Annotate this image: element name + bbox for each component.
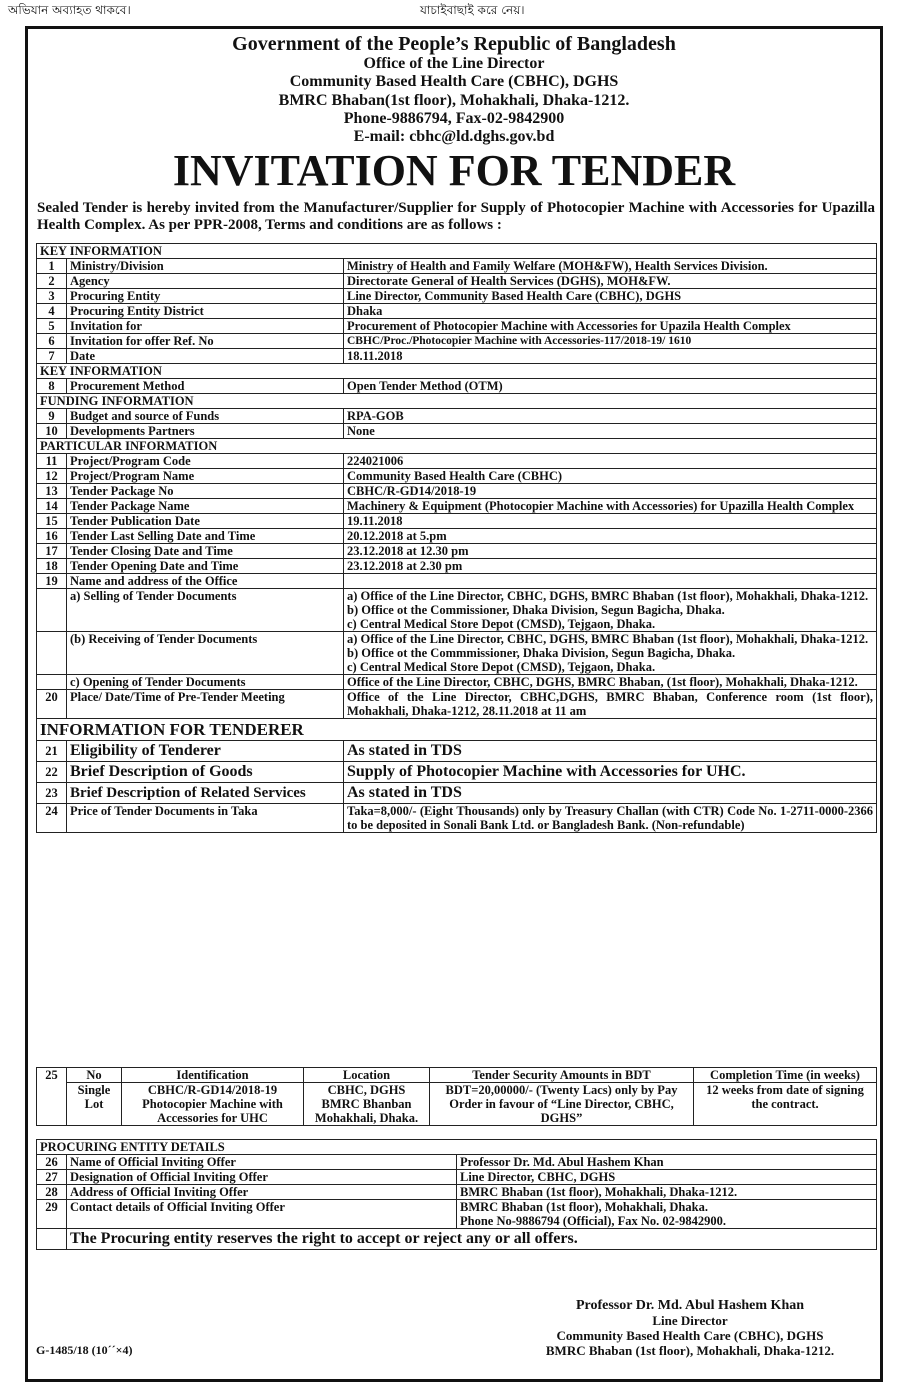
top-strip-left-text: অভিযান অব্যাহত থাকবে। — [8, 3, 131, 17]
table-row — [37, 1170, 877, 1185]
row-number: 4 — [37, 304, 67, 319]
row-value: 19.11.2018 — [344, 514, 877, 529]
signatory-address: BMRC Bhaban (1st floor), Mohakhali, Dhaka-1212. — [545, 1343, 835, 1358]
row-label: Eligibility of Tenderer — [67, 741, 344, 762]
address-line: a) Office of the Line Director, CBHC, DGHS, BMRC Bhaban (1st floor), Mohakhali, Dhaka-1212. — [347, 589, 869, 603]
table-row — [37, 783, 877, 804]
row-label: a) Selling of Tender Documents — [67, 589, 344, 632]
row-number: 15 — [37, 514, 67, 529]
address-line: b) Office ot the Commmissioner, Dhaka Division, Segun Bagicha, Dhaka. — [347, 646, 736, 660]
table-row — [37, 379, 877, 394]
address-line: c) Central Medical Store Depot (CMSD), Tejgaon, Dhaka. — [347, 617, 656, 631]
row-number: 1 — [37, 259, 67, 274]
row-number: 8 — [37, 379, 67, 394]
row-label: Price of Tender Documents in Taka — [67, 804, 344, 833]
row-number: 17 — [37, 544, 67, 559]
section-row — [37, 1140, 877, 1155]
row-value: Line Director, Community Based Health Care (CBHC), DGHS — [344, 289, 877, 304]
row-value: CBHC/R-GD14/2018-19 — [344, 484, 877, 499]
row-label: Invitation for offer Ref. No — [67, 334, 344, 349]
table-row — [37, 1229, 877, 1250]
row-number: 21 — [37, 741, 67, 762]
row-value: Procurement of Photocopier Machine with Accessories for Upazila Health Complex — [344, 319, 877, 334]
row-label: Procuring Entity District — [67, 304, 344, 319]
lot-header-security: Tender Security Amounts in BDT — [430, 1068, 694, 1083]
table-row — [37, 690, 877, 719]
row-label: Tender Opening Date and Time — [67, 559, 344, 574]
table-row — [37, 1185, 877, 1200]
lot-value-row — [37, 1083, 877, 1126]
row-label: Tender Closing Date and Time — [67, 544, 344, 559]
table-row — [37, 304, 877, 319]
table-row — [37, 559, 877, 574]
row-number: 28 — [37, 1185, 67, 1200]
row-value: 20.12.2018 at 5.pm — [344, 529, 877, 544]
row-number: 22 — [37, 762, 67, 783]
row-label: Invitation for — [67, 319, 344, 334]
intro-paragraph: Sealed Tender is hereby invited from the Manufacturer/Supplier for Supply of Photocopier Machine with Accessories for Upazilla Health Complex. As per PPR-2008, Terms and conditions are as follows : — [37, 200, 875, 233]
row-value: Community Based Health Care (CBHC) — [344, 469, 877, 484]
table-row — [37, 409, 877, 424]
signature-block — [520, 1298, 860, 1358]
table-row — [37, 259, 877, 274]
row-label: Procuring Entity — [67, 289, 344, 304]
row-value: Office of the Line Director, CBHC,DGHS, BMRC Bhaban, Conference room (1st floor), Mohakhali, Dhaka-1212, 28.11.2018 at 11 am — [344, 690, 877, 719]
row-number: 9 — [37, 409, 67, 424]
row-number: 19 — [37, 574, 67, 589]
row-number: 6 — [37, 334, 67, 349]
table-row — [37, 544, 877, 559]
section-particular-information: PARTICULAR INFORMATION — [37, 439, 877, 454]
row-label: Ministry/Division — [67, 259, 344, 274]
table-row — [37, 334, 877, 349]
row-value: 23.12.2018 at 2.30 pm — [344, 559, 877, 574]
table-row — [37, 484, 877, 499]
table-row — [37, 529, 877, 544]
section-row — [37, 439, 877, 454]
address-line: b) Office ot the Commissioner, Dhaka Division, Segun Bagicha, Dhaka. — [347, 603, 725, 617]
section-funding-information: FUNDING INFORMATION — [37, 394, 877, 409]
reserve-right-statement: The Procuring entity reserves the right to accept or reject any or all offers. — [67, 1229, 877, 1250]
header-government: Government of the People’s Republic of Bangladesh — [232, 33, 676, 55]
top-strip — [0, 0, 897, 22]
row-number: 26 — [37, 1155, 67, 1170]
row-number: 13 — [37, 484, 67, 499]
section-row — [37, 394, 877, 409]
row-label: Designation of Official Inviting Offer — [67, 1170, 457, 1185]
row-label: Agency — [67, 274, 344, 289]
row-value: Machinery & Equipment (Photocopier Machine with Accessories) for Upazilla Health Complex — [344, 499, 877, 514]
row-value: BMRC Bhaban (1st floor), Mohakhali, Dhaka-1212. — [457, 1185, 877, 1200]
signatory-name: Professor Dr. Md. Abul Hashem Khan — [575, 1298, 805, 1313]
lot-security: BDT=20,00000/- (Twenty Lacs) only by Pay Order in favour of “Line Director, CBHC, DGHS” — [430, 1083, 694, 1126]
table-row — [37, 632, 877, 675]
table-row — [37, 741, 877, 762]
table-row — [37, 499, 877, 514]
row-label: Developments Partners — [67, 424, 344, 439]
section-key-information-2: KEY INFORMATION — [37, 364, 877, 379]
contact-line: BMRC Bhaban (1st floor), Mohakhali, Dhaka. — [460, 1200, 708, 1214]
section-row — [37, 719, 877, 741]
table-row — [37, 589, 877, 632]
row-label: Project/Program Code — [67, 454, 344, 469]
row-value: Dhaka — [344, 304, 877, 319]
row-value-empty — [344, 574, 877, 589]
row-value: Supply of Photocopier Machine with Accessories for UHC. — [344, 762, 877, 783]
row-number-empty — [37, 632, 67, 675]
row-value: As stated in TDS — [344, 783, 877, 804]
row-number: 18 — [37, 559, 67, 574]
lot-no: Single Lot — [67, 1083, 122, 1126]
table-row — [37, 1155, 877, 1170]
row-label: Tender Package No — [67, 484, 344, 499]
signatory-org: Community Based Health Care (CBHC), DGHS — [556, 1328, 824, 1343]
row-value: As stated in TDS — [344, 741, 877, 762]
row-number: 24 — [37, 804, 67, 833]
row-value: Professor Dr. Md. Abul Hashem Khan — [457, 1155, 877, 1170]
row-value: Office of the Line Director, CBHC, DGHS, BMRC Bhaban, (1st floor), Mohakhali, Dhaka-1212. — [344, 675, 877, 690]
header-phone: Phone-9886794, Fax-02-9842900 — [343, 110, 565, 127]
row-label: Place/ Date/Time of Pre-Tender Meeting — [67, 690, 344, 719]
address-line: a) Office of the Line Director, CBHC, DGHS, BMRC Bhaban (1st floor), Mohakhali, Dhaka-1212. — [347, 632, 869, 646]
row-value: CBHC/Proc./Photocopier Machine with Accessories-117/2018-19/ 1610 — [344, 334, 877, 349]
table-row — [37, 349, 877, 364]
table-row — [37, 289, 877, 304]
header-cbhc: Community Based Health Care (CBHC), DGHS — [289, 73, 619, 90]
lot-header-no: No — [67, 1068, 122, 1083]
row-label: Tender Package Name — [67, 499, 344, 514]
row-value: 23.12.2018 at 12.30 pm — [344, 544, 877, 559]
address-line: c) Central Medical Store Depot (CMSD), Tejgaon, Dhaka. — [347, 660, 656, 674]
header-email: E-mail: cbhc@ld.dghs.gov.bd — [353, 128, 555, 145]
table-row — [37, 469, 877, 484]
row-number: 7 — [37, 349, 67, 364]
lot-header-location: Location — [304, 1068, 430, 1083]
row-value: Ministry of Health and Family Welfare (MOH&FW), Health Services Division. — [344, 259, 877, 274]
lot-identification: CBHC/R-GD14/2018-19 Photocopier Machine with Accessories for UHC — [122, 1083, 304, 1126]
row-number: 29 — [37, 1200, 67, 1229]
row-number-empty — [37, 675, 67, 690]
section-key-information: KEY INFORMATION — [37, 244, 877, 259]
table-row — [37, 762, 877, 783]
signatory-title: Line Director — [652, 1313, 728, 1328]
top-strip-right-text: যাচাইবাছাই করে নেয়। — [420, 3, 525, 17]
row-number: 2 — [37, 274, 67, 289]
lot-location: CBHC, DGHS BMRC Bhanban Mohakhali, Dhaka. — [304, 1083, 430, 1126]
tender-notice — [25, 26, 883, 1382]
lot-header-row — [37, 1068, 877, 1083]
row-value — [344, 632, 877, 675]
row-value: Directorate General of Health Services (DGHS), MOH&FW. — [344, 274, 877, 289]
contact-line: Phone No-9886794 (Official), Fax No. 02-9842900. — [460, 1214, 726, 1228]
row-value — [457, 1200, 877, 1229]
table-row — [37, 424, 877, 439]
row-number: 23 — [37, 783, 67, 804]
row-value: 224021006 — [344, 454, 877, 469]
row-value — [344, 589, 877, 632]
section-row — [37, 364, 877, 379]
row-number: 20 — [37, 690, 67, 719]
row-label: Tender Publication Date — [67, 514, 344, 529]
row-value: Open Tender Method (OTM) — [344, 379, 877, 394]
row-number: 3 — [37, 289, 67, 304]
row-label: Name of Official Inviting Offer — [67, 1155, 457, 1170]
row-label: Procurement Method — [67, 379, 344, 394]
section-row — [37, 244, 877, 259]
page-title: INVITATION FOR TENDER — [172, 146, 736, 195]
section-information-for-tenderer: INFORMATION FOR TENDERER — [37, 719, 877, 741]
row-number: 25 — [37, 1068, 67, 1126]
row-number-empty — [37, 589, 67, 632]
key-information-table — [36, 243, 877, 833]
header-address: BMRC Bhaban(1st floor), Mohakhali, Dhaka-1212. — [278, 92, 630, 109]
lot-completion: 12 weeks from date of signing the contract. — [694, 1083, 877, 1126]
row-label: Project/Program Name — [67, 469, 344, 484]
row-value: None — [344, 424, 877, 439]
row-label: c) Opening of Tender Documents — [67, 675, 344, 690]
row-label: Tender Last Selling Date and Time — [67, 529, 344, 544]
table-row — [37, 274, 877, 289]
row-number: 16 — [37, 529, 67, 544]
row-value: Line Director, CBHC, DGHS — [457, 1170, 877, 1185]
row-value: Taka=8,000/- (Eight Thousands) only by Treasury Challan (with CTR) Code No. 1-2711-0000-2366 to be deposited in Sonali Bank Ltd. or Bangladesh Bank. (Non-refundable) — [344, 804, 877, 833]
row-label: Budget and source of Funds — [67, 409, 344, 424]
row-label: Name and address of the Office — [67, 574, 344, 589]
row-label: Contact details of Official Inviting Offer — [67, 1200, 457, 1229]
row-number-empty — [37, 1229, 67, 1250]
table-row — [37, 1200, 877, 1229]
table-row — [37, 675, 877, 690]
row-label: Address of Official Inviting Offer — [67, 1185, 457, 1200]
row-number: 11 — [37, 454, 67, 469]
lot-header-identification: Identification — [122, 1068, 304, 1083]
section-procuring-entity-details: PROCURING ENTITY DETAILS — [37, 1140, 877, 1155]
row-label: Date — [67, 349, 344, 364]
lot-header-completion: Completion Time (in weeks) — [694, 1068, 877, 1083]
table-row — [37, 574, 877, 589]
row-value: 18.11.2018 — [344, 349, 877, 364]
header-office: Office of the Line Director — [363, 55, 545, 72]
row-number: 5 — [37, 319, 67, 334]
table-row — [37, 319, 877, 334]
row-number: 14 — [37, 499, 67, 514]
table-row — [37, 514, 877, 529]
procuring-entity-table — [36, 1139, 877, 1250]
table-row — [37, 804, 877, 833]
row-number: 12 — [37, 469, 67, 484]
row-label: Brief Description of Related Services — [67, 783, 344, 804]
row-number: 27 — [37, 1170, 67, 1185]
row-number: 10 — [37, 424, 67, 439]
row-label: (b) Receiving of Tender Documents — [67, 632, 344, 675]
row-label: Brief Description of Goods — [67, 762, 344, 783]
row-value: RPA-GOB — [344, 409, 877, 424]
lot-table — [36, 1067, 877, 1126]
government-reference: G-1485/18 (10´´×4) — [36, 1343, 133, 1357]
table-row — [37, 454, 877, 469]
